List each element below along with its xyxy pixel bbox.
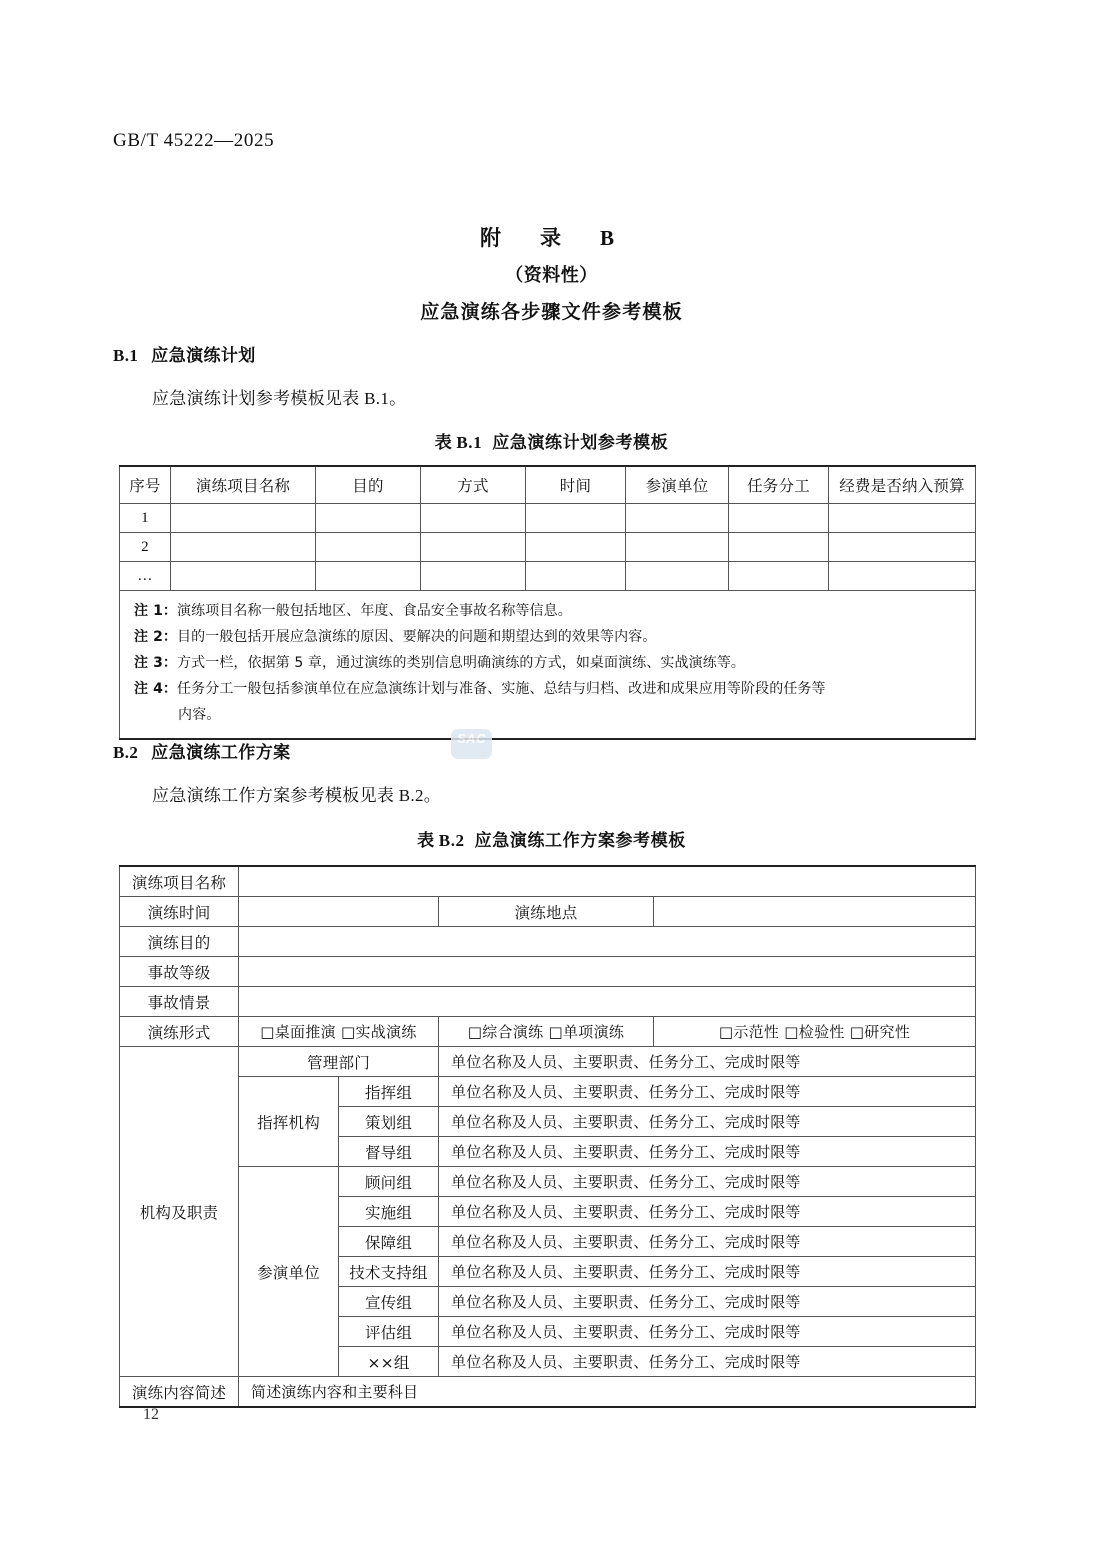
table-row xyxy=(120,1377,976,1408)
table-b1-row-0-cell-3[interactable] xyxy=(526,504,626,533)
table-b1-row-0-cell-6[interactable] xyxy=(829,504,976,533)
table-b1-row-1-cell-0[interactable] xyxy=(171,533,316,562)
table-b1-col-2: 目的 xyxy=(316,466,421,504)
note-item xyxy=(134,677,965,703)
table-row xyxy=(120,957,976,987)
table-b1-row-2-cell-6[interactable] xyxy=(829,562,976,591)
b2-group-command-1: 策划组 xyxy=(339,1107,439,1137)
table-b1-row-1-cell-1[interactable] xyxy=(316,533,421,562)
table-b2-caption-text: 应急演练工作方案参考模板 xyxy=(474,831,686,851)
b2-desc-admin-dept[interactable]: 单位名称及人员、主要职责、任务分工、完成时限等 xyxy=(439,1047,976,1077)
paragraph-b2: 应急演练工作方案参考模板见表 B.2。 xyxy=(152,786,442,805)
b2-label-command-org: 指挥机构 xyxy=(239,1077,339,1167)
b2-label-admin-dept: 管理部门 xyxy=(239,1047,439,1077)
b2-group-participant-3: 技术支持组 xyxy=(339,1257,439,1287)
table-b2 xyxy=(119,865,976,1408)
table-b1-row-2-cell-4[interactable] xyxy=(626,562,729,591)
table-b1-row-0-seq: 1 xyxy=(120,504,171,533)
b2-form-options-group-1[interactable]: □桌面推演 □实战演练 xyxy=(239,1017,439,1047)
table-b1-caption-number: B.1 xyxy=(456,433,483,452)
note-label: 注 1： xyxy=(134,603,178,619)
b2-desc-participant-4[interactable]: 单位名称及人员、主要职责、任务分工、完成时限等 xyxy=(439,1287,976,1317)
paragraph-b1: 应急演练计划参考模板见表 B.1。 xyxy=(152,389,407,408)
page-number: 12 xyxy=(143,1406,159,1423)
note-text: 方式一栏，依据第 5 章，通过演练的类别信息明确演练的方式，如桌面演练、实战演练等。 xyxy=(177,654,746,671)
table-b2-caption-number: B.2 xyxy=(438,831,465,850)
table-b2-caption-prefix: 表 xyxy=(417,831,435,851)
annex-title-block xyxy=(0,222,1103,324)
b2-group-participant-4: 宣传组 xyxy=(339,1287,439,1317)
b2-label-org-responsibility: 机构及职责 xyxy=(120,1047,239,1377)
table-b1-row-2-cell-2[interactable] xyxy=(421,562,526,591)
table-b1-col-6: 任务分工 xyxy=(729,466,829,504)
table-b1-caption-text: 应急演练计划参考模板 xyxy=(492,433,669,453)
b2-value-project-name[interactable] xyxy=(239,866,976,897)
annex-subject: 应急演练各步骤文件参考模板 xyxy=(420,301,683,323)
table-b1-row-2-cell-1[interactable] xyxy=(316,562,421,591)
sac-watermark-logo xyxy=(451,729,492,759)
watermark-text: SAC xyxy=(457,731,486,746)
table-row xyxy=(120,533,976,562)
b2-form-options-group-2[interactable]: □综合演练 □单项演练 xyxy=(439,1017,654,1047)
note-item xyxy=(134,651,965,677)
b2-label-participant-org: 参演单位 xyxy=(239,1167,339,1377)
table-b1-row-1-cell-5[interactable] xyxy=(729,533,829,562)
b2-group-participant-1: 实施组 xyxy=(339,1197,439,1227)
table-b1-row-1-cell-6[interactable] xyxy=(829,533,976,562)
table-b1-row-0-cell-4[interactable] xyxy=(626,504,729,533)
table-b2-caption xyxy=(0,826,1103,851)
b2-form-options-group-3[interactable]: □示范性 □检验性 □研究性 xyxy=(654,1017,976,1047)
b2-value-accident-level[interactable] xyxy=(239,957,976,987)
annex-title: 附 录 B xyxy=(479,226,623,250)
b2-value-accident-scene[interactable] xyxy=(239,987,976,1017)
b2-desc-participant-2[interactable]: 单位名称及人员、主要职责、任务分工、完成时限等 xyxy=(439,1227,976,1257)
b2-desc-participant-3[interactable]: 单位名称及人员、主要职责、任务分工、完成时限等 xyxy=(439,1257,976,1287)
b2-group-command-2: 督导组 xyxy=(339,1137,439,1167)
b2-group-participant-6: ××组 xyxy=(339,1347,439,1377)
b2-value-content-summary[interactable]: 简述演练内容和主要科目 xyxy=(239,1377,976,1408)
table-b1-row-2-cell-0[interactable] xyxy=(171,562,316,591)
note-item xyxy=(134,625,965,651)
b2-label-project-name: 演练项目名称 xyxy=(120,866,239,897)
table-b1-row-2-cell-3[interactable] xyxy=(526,562,626,591)
b2-label-purpose: 演练目的 xyxy=(120,927,239,957)
standard-number-header xyxy=(113,130,274,152)
table-b1-col-3: 方式 xyxy=(421,466,526,504)
b2-desc-participant-6[interactable]: 单位名称及人员、主要职责、任务分工、完成时限等 xyxy=(439,1347,976,1377)
clause-title-b2: 应急演练工作方案 xyxy=(151,743,291,763)
table-b1-row-1-cell-4[interactable] xyxy=(626,533,729,562)
b2-desc-command-2[interactable]: 单位名称及人员、主要职责、任务分工、完成时限等 xyxy=(439,1137,976,1167)
table-b1-caption xyxy=(0,428,1103,453)
table-b1-row-2-seq: … xyxy=(120,562,171,591)
table-b1-col-7: 经费是否纳入预算 xyxy=(829,466,976,504)
table-b1-notes xyxy=(120,591,976,740)
annex-kind: （资料性） xyxy=(505,265,598,286)
clause-heading-b2 xyxy=(113,738,291,763)
b2-desc-participant-0[interactable]: 单位名称及人员、主要职责、任务分工、完成时限等 xyxy=(439,1167,976,1197)
table-row xyxy=(120,1017,976,1047)
b2-label-content-summary: 演练内容简述 xyxy=(120,1377,239,1408)
clause-number-b1: B.1 xyxy=(113,346,139,365)
b2-label-time: 演练时间 xyxy=(120,897,239,927)
b2-desc-command-0[interactable]: 单位名称及人员、主要职责、任务分工、完成时限等 xyxy=(439,1077,976,1107)
table-row xyxy=(120,927,976,957)
table-b1-col-0: 序号 xyxy=(120,466,171,504)
b2-desc-participant-5[interactable]: 单位名称及人员、主要职责、任务分工、完成时限等 xyxy=(439,1317,976,1347)
clause-number-b2: B.2 xyxy=(113,743,139,762)
clause-heading-b1 xyxy=(113,341,256,366)
standard-number: GB/T 45222—2025 xyxy=(113,130,275,151)
table-b1-col-5: 参演单位 xyxy=(626,466,729,504)
b2-group-participant-2: 保障组 xyxy=(339,1227,439,1257)
table-row xyxy=(120,504,976,533)
b2-label-accident-level: 事故等级 xyxy=(120,957,239,987)
table-row xyxy=(120,987,976,1017)
table-b1-notes-row xyxy=(120,591,976,740)
note-item xyxy=(134,599,965,625)
b2-value-place[interactable] xyxy=(654,897,976,927)
note-continuation: 内容。 xyxy=(178,706,221,723)
table-b1-row-1-seq: 2 xyxy=(120,533,171,562)
b2-value-purpose[interactable] xyxy=(239,927,976,957)
table-b1-caption-prefix: 表 xyxy=(434,433,453,453)
b2-label-form: 演练形式 xyxy=(120,1017,239,1047)
table-row xyxy=(120,1047,976,1077)
table-b1-col-4: 时间 xyxy=(526,466,626,504)
table-b1-row-2-cell-5[interactable] xyxy=(729,562,829,591)
b2-group-participant-0: 顾问组 xyxy=(339,1167,439,1197)
table-b1-row-0-cell-0[interactable] xyxy=(171,504,316,533)
note-label: 注 2： xyxy=(134,628,178,645)
table-b1-row-1-cell-2[interactable] xyxy=(421,533,526,562)
table-row xyxy=(120,1077,976,1107)
table-b1-row-1-cell-3[interactable] xyxy=(526,533,626,562)
b2-label-place: 演练地点 xyxy=(439,897,654,927)
b2-desc-command-1[interactable]: 单位名称及人员、主要职责、任务分工、完成时限等 xyxy=(439,1107,976,1137)
table-b1 xyxy=(119,465,976,740)
note-text: 演练项目名称一般包括地区、年度、食品安全事故名称等信息。 xyxy=(177,603,572,619)
note-text: 目的一般包括开展应急演练的原因、要解决的问题和期望达到的效果等内容。 xyxy=(177,628,657,645)
table-b1-row-0-cell-5[interactable] xyxy=(729,504,829,533)
b2-group-command-0: 指挥组 xyxy=(339,1077,439,1107)
clause-title-b1: 应急演练计划 xyxy=(151,346,256,366)
table-row xyxy=(120,866,976,897)
table-b1-row-0-cell-2[interactable] xyxy=(421,504,526,533)
note-label: 注 3： xyxy=(134,654,178,671)
b2-desc-participant-1[interactable]: 单位名称及人员、主要职责、任务分工、完成时限等 xyxy=(439,1197,976,1227)
b2-value-time[interactable] xyxy=(239,897,439,927)
table-b1-col-1: 演练项目名称 xyxy=(171,466,316,504)
table-row xyxy=(120,562,976,591)
b2-group-participant-5: 评估组 xyxy=(339,1317,439,1347)
table-row xyxy=(120,897,976,927)
note-label: 注 4： xyxy=(134,680,178,697)
table-row xyxy=(120,1167,976,1197)
table-b1-header-row xyxy=(120,466,976,504)
note-text: 任务分工一般包括参演单位在应急演练计划与准备、实施、总结与归档、改进和成果应用等阶段的任务等 xyxy=(177,680,826,697)
table-b1-row-0-cell-1[interactable] xyxy=(316,504,421,533)
b2-label-accident-scene: 事故情景 xyxy=(120,987,239,1017)
